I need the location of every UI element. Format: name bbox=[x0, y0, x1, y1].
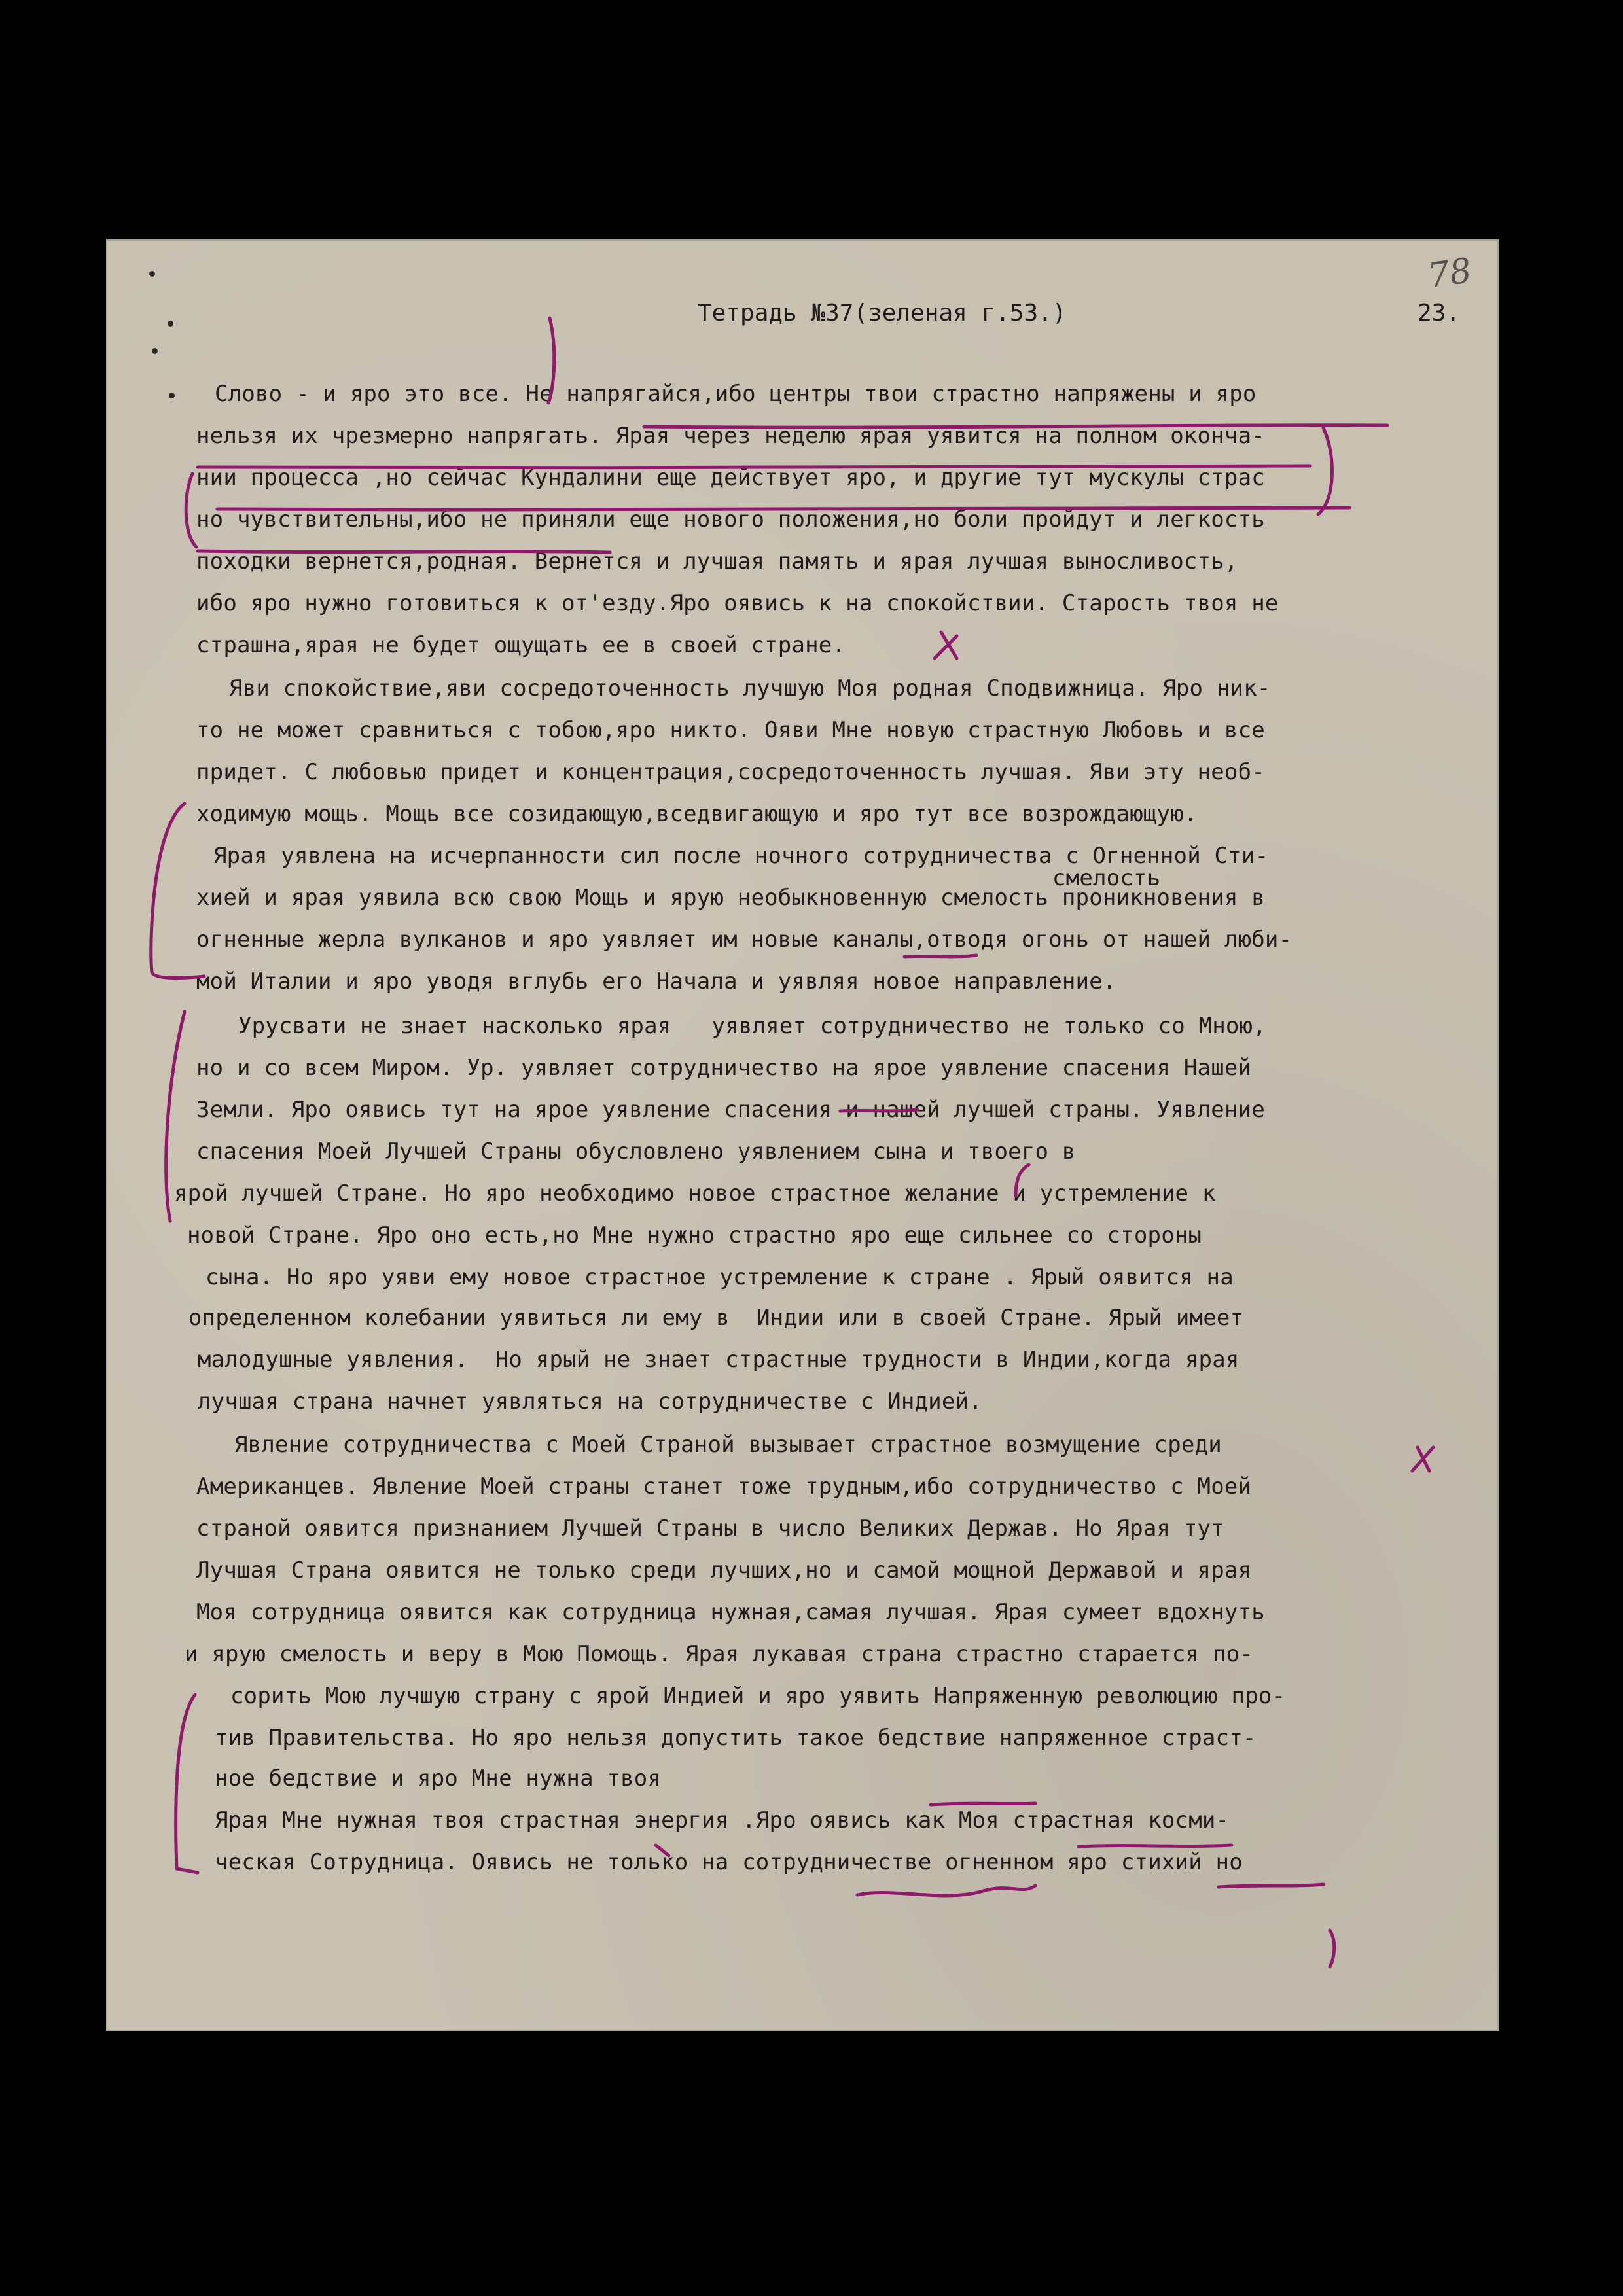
scribble-mark bbox=[857, 1886, 1035, 1896]
binding-hole bbox=[149, 271, 155, 277]
archive-folio-number: 78 bbox=[1425, 251, 1474, 296]
text-line: спасения Моей Лучшей Страны обусловлено уявлением сына и твоего в bbox=[196, 1139, 1076, 1165]
text-line: Ярая уявлена на исчерпанности сил после ночного сотрудничества с Огненной Сти- bbox=[213, 843, 1269, 869]
underline-mark bbox=[1079, 1845, 1232, 1846]
text-line: и ярую смелость и веру в Мою Помощь. Ярая лукавая страна страстно старается по- bbox=[185, 1641, 1253, 1667]
text-line: то не может сравниться с тобою,яро никто. Ояви Мне новую страстную Любовь и все bbox=[196, 717, 1265, 743]
correction-mark bbox=[1412, 1447, 1433, 1471]
text-line: Моя сотрудница оявится как сотрудница нужная,самая лучшая. Ярая сумеет вдохнуть bbox=[196, 1599, 1265, 1625]
text-line: малодушные уявления. Но ярый не знает страстные трудности в Индии,когда ярая bbox=[198, 1347, 1240, 1373]
bracket-mark bbox=[1318, 428, 1332, 514]
binding-hole bbox=[169, 393, 175, 398]
text-line: ное бедствие и яро Мне нужна твоя bbox=[215, 1765, 662, 1792]
text-line: сорить Мою лучшую страну с ярой Индией и яро уявить Напряженную революцию про- bbox=[230, 1683, 1286, 1709]
correction-mark bbox=[935, 632, 957, 658]
text-line: тив Правительства. Но яро нельзя допустить такое бедствие напряженное страст- bbox=[215, 1725, 1257, 1751]
text-line: определенном колебании уявиться ли ему в Индии или в своей Стране. Ярый имеет bbox=[188, 1305, 1244, 1331]
correction-mark bbox=[1330, 1930, 1334, 1967]
text-line: Ярая Мне нужная твоя страстная энергия .Яро оявись как Моя страстная косми- bbox=[215, 1807, 1230, 1833]
underline-mark bbox=[931, 1803, 1035, 1805]
notebook-title: Тетрадь №37(зеленая г.53.) bbox=[698, 300, 1067, 327]
text-line: Слово - и яро это все. Не напрягайся,ибо центры твои страстно напряжены и яро bbox=[215, 381, 1257, 407]
text-line: Явление сотрудничества с Моей Страной вызывает страстное возмущение среди bbox=[234, 1432, 1222, 1458]
document-page bbox=[106, 239, 1499, 2031]
text-line: Лучшая Страна оявится не только среди лучших,но и самой мощной Державой и ярая bbox=[196, 1557, 1252, 1583]
text-line: придет. С любовью придет и концентрация,сосредоточенность лучшая. Яви эту необ- bbox=[196, 759, 1265, 785]
text-line: но и со всем Миром. Ур. уявляет сотрудничество на ярое уявление спасения Нашей bbox=[196, 1055, 1252, 1081]
text-line: лучшая страна начнет уявляться на сотрудничестве с Индией. bbox=[198, 1388, 982, 1415]
text-line: ходимую мощь. Мощь все созидающую,вседвигающую и яро тут все возрождающую. bbox=[196, 801, 1198, 827]
text-line: нельзя их чрезмерно напрягать. Ярая через неделю ярая уявится на полном оконча- bbox=[196, 423, 1265, 449]
text-line: ярой лучшей Стране. Но яро необходимо новое страстное желание и устремление к bbox=[174, 1180, 1216, 1207]
text-line: мой Италии и яро уводя вглубь его Начала и уявляя новое направление. bbox=[196, 968, 1116, 995]
text-line: походки вернется,родная. Вернется и лучшая память и ярая лучшая выносливость, bbox=[196, 548, 1238, 574]
text-line: ческая Сотрудница. Оявись не только на сотрудничестве огненном яро стихий но bbox=[215, 1849, 1243, 1875]
text-line: огненные жерла вулканов и яро уявляет им новые каналы,отводя огонь от нашей люби- bbox=[196, 927, 1293, 953]
text-line: но чувствительны,ибо не приняли еще нового положения,но боли пройдут и легкость bbox=[196, 506, 1265, 533]
interlinear-insertion: смелость bbox=[1052, 865, 1161, 891]
text-line: Американцев. Явление Моей страны станет тоже трудным,ибо сотрудничество с Моей bbox=[196, 1474, 1252, 1500]
text-line: новой Стране. Яро оно есть,но Мне нужно страстно яро еще сильнее со стороны bbox=[187, 1222, 1202, 1248]
binding-hole bbox=[152, 348, 158, 354]
text-line: ибо яро нужно готовиться к от'езду.Яро оявись к на спокойствии. Старость твоя не bbox=[196, 590, 1279, 616]
page-number: 23. bbox=[1418, 300, 1461, 327]
bracket-mark bbox=[186, 474, 196, 547]
page-header bbox=[106, 300, 1499, 339]
text-line: Земли. Яро оявись тут на ярое уявление спасения и нашей лучшей страны. Уявление bbox=[196, 1097, 1265, 1123]
text-line: нии процесса ,но сейчас Кундалини еще действует яро, и другие тут мускулы страс bbox=[196, 465, 1265, 491]
text-line: сына. Но яро уяви ему новое страстное устремление к стране . Ярый оявится на bbox=[205, 1264, 1234, 1290]
text-line: Яви спокойствие,яви сосредоточенность лучшую Моя родная Сподвижница. Яро ник- bbox=[229, 675, 1271, 701]
text-line: хией и ярая уявила всю свою Мощь и ярую необыкновенную смелость проникновения в bbox=[196, 885, 1265, 911]
text-line: страшна,ярая не будет ощущать ее в своей стране. bbox=[196, 632, 846, 658]
text-line: Урусвати не знает насколько ярая уявляет сотрудничество не только со Мною, bbox=[238, 1013, 1266, 1039]
bracket-mark bbox=[176, 1695, 198, 1873]
underline-mark bbox=[904, 955, 976, 957]
text-line: страной оявится признанием Лучшей Страны в число Великих Держав. Но Ярая тут bbox=[196, 1515, 1224, 1542]
underline-mark bbox=[1219, 1884, 1323, 1887]
